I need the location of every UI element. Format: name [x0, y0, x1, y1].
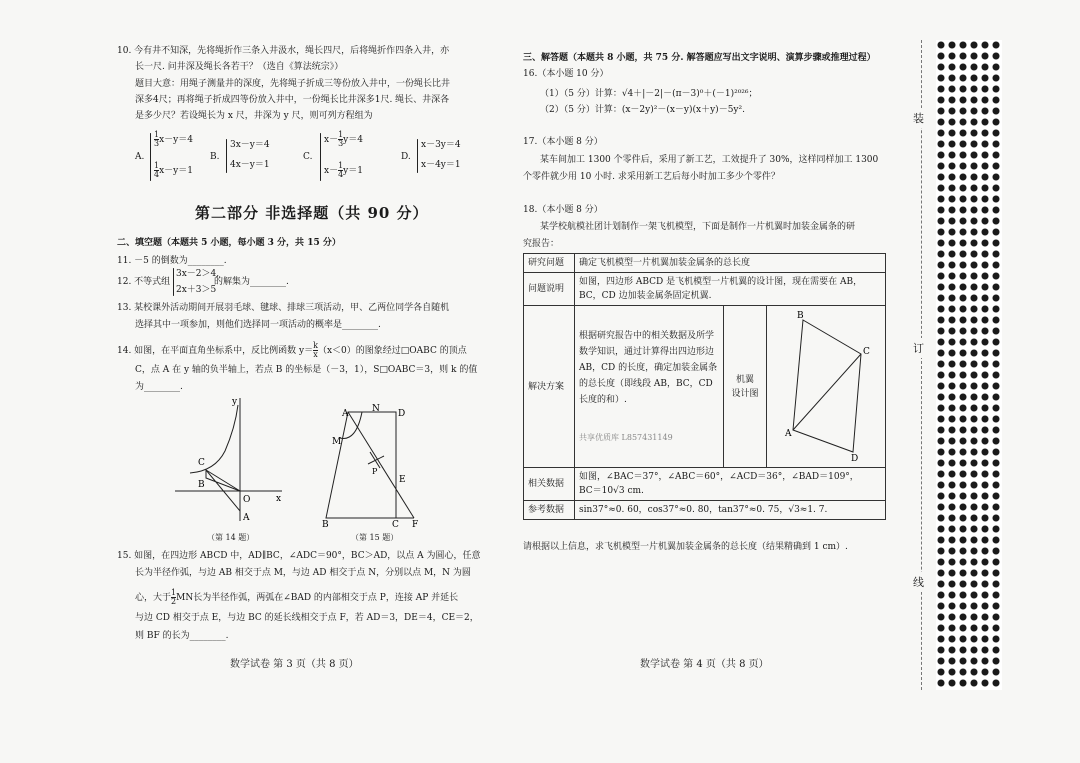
- q18-line-2: 究报告：: [523, 239, 560, 249]
- wing-label-d: D: [851, 454, 859, 462]
- option-d-label: D.: [401, 152, 411, 162]
- q15-line-1: 15. 如图，在四边形 ABCD 中，AD∥BC，∠ADC＝90°，BC＞AD，以点 A 为圆心，任意: [117, 551, 481, 561]
- fig-label: 机翼 设计图: [724, 306, 767, 468]
- fig15-label-b: B: [322, 520, 329, 528]
- row-label: 解决方案: [524, 306, 575, 468]
- q15-line-5: 则 BF 的长为________.: [135, 631, 229, 641]
- option-c-eq2: x－ $\frac{1}{4}$ y＝1: [324, 161, 363, 179]
- fig15-label-f: F: [412, 520, 419, 528]
- watermark: 共享优质库 L857431149: [579, 432, 673, 442]
- row-content: 如图，∠BAC＝37°，∠ABC＝60°，∠ACD＝36°，∠BAD＝109°， BC＝10√3 cm.: [575, 468, 886, 501]
- q18-ask: 请根据以上信息，求飞机模型一片机翼加装金属条的总长度（结果精确到 1 cm）.: [523, 542, 848, 552]
- q12-eq2: 2x＋3＞5: [176, 285, 217, 295]
- fill-blank-header: 二、填空题（本题共 5 小题，每小题 3 分，共 15 分）: [117, 238, 341, 248]
- wing-design-figure: [767, 306, 885, 462]
- wing-label-b: B: [797, 311, 804, 321]
- option-a-eq1: $\frac{1}{3}$ x－y＝4: [154, 130, 193, 148]
- q15-line-3: 心，大于 $\frac{1}{2}$ MN长为半径作弧，两弧在∠BAD 的内部相交于点 P，连接 AP 并延长: [135, 588, 459, 606]
- binding-label-ding: 订: [913, 338, 924, 358]
- option-d-eq1: x－3y＝4: [421, 140, 461, 150]
- option-d-eq2: x－4y＝1: [421, 160, 461, 170]
- fig15-label-m: M: [332, 437, 342, 447]
- q10-line-1: 10. 今有井不知深，先将绳折作三条入井汲水，绳长四尺，后将绳折作四条入井，亦: [117, 46, 450, 56]
- left-page: [0, 0, 515, 763]
- table-row: [524, 273, 886, 306]
- table-row: [524, 501, 886, 520]
- right-page-footer: 数学试卷 第 4 页（共 8 页）: [640, 659, 769, 670]
- row-content: 如图，四边形 ABCD 是飞机模型一片机翼的设计图，现在需要在 AB， BC，CD 边加装金属条固定机翼.: [575, 273, 886, 306]
- q15-line-4: 与边 CD 相交于点 E，与边 BC 的延长线相交于点 F，若 AD＝3，DE＝4，CE＝2，: [135, 613, 479, 623]
- fig15-label-a: A: [342, 409, 349, 419]
- wing-label-c: C: [863, 347, 870, 357]
- fig14-label-b: B: [198, 480, 205, 490]
- row-label: 参考数据: [524, 501, 575, 520]
- q16-part-2: （2）（5 分）计算：(x－2y)²－(x－y)(x＋y)－5y².: [540, 105, 745, 115]
- binding-dashed-line: [921, 40, 922, 690]
- q15-line-2: 长为半径作弧，与边 AB 相交于点 M，与边 AD 相交于点 N，分别以点 M，N 为圆: [135, 568, 471, 578]
- q12-suffix: 的解集为________.: [214, 277, 289, 287]
- q17-line-2: 个零件就少用 10 小时. 求采用新工艺后每小时加工多少个零件？: [523, 172, 780, 182]
- q10-line-4: 深多4尺；再将绳子折成四等份放入井中，一份绳长比井深多1尺. 绳长、井深各: [135, 95, 450, 105]
- q16-part-1: （1）（5 分）计算：√4＋|－2|－(π－3)⁰＋(－1)²⁰²⁶；: [540, 89, 758, 99]
- option-a-label: A.: [135, 152, 145, 162]
- q14-line-1: 14. 如图，在平面直角坐标系中，反比例函数 y＝ $\frac{k}{x}$ （x＜0）的图象经过□OABC 的顶点: [117, 341, 467, 359]
- row-label: 研究问题: [524, 254, 575, 273]
- left-page-footer: 数学试卷 第 3 页（共 8 页）: [230, 659, 359, 670]
- binding-label-xian: 线: [913, 572, 924, 592]
- fig15-label-p: P: [372, 467, 378, 476]
- row-content: 根据研究报告中的相关数据及所学 数学知识，通过计算得出四边形边 AB，CD 的长度，确定加装金属条 的总长度（即线段 AB，BC，CD 长度的和）. 共享优质库 L857431149: [575, 306, 724, 468]
- q14-line-3: 为________.: [135, 382, 183, 392]
- q16-title: 16.（本小题 10 分）: [523, 69, 609, 79]
- row-label: 相关数据: [524, 468, 575, 501]
- fig14-label-y: y: [232, 397, 238, 407]
- q10-line-3: 题目大意：用绳子测量井的深度，先将绳子折成三等份放入井中，一份绳长比井: [135, 79, 451, 89]
- research-report-table: [523, 253, 886, 520]
- fig15-label-d: D: [398, 409, 406, 419]
- q10-line-2: 长一尺. 问井深及绳长各若干？（选自《算法统宗》）: [135, 62, 344, 72]
- fig15-caption: （第 15 题）: [351, 533, 399, 542]
- fig15-label-n: N: [372, 404, 380, 414]
- figure-14: [170, 393, 290, 528]
- q10-line-5: 是多少尺？若设绳长为 x 尺，井深为 y 尺，则可列方程组为: [135, 111, 373, 121]
- table-row: [524, 306, 886, 468]
- fig14-label-c: C: [198, 458, 205, 468]
- option-c-label: C.: [303, 152, 313, 162]
- option-a-eq2: $\frac{1}{4}$ x－y＝1: [154, 161, 193, 179]
- q14-line-2: C，点 A 在 y 轴的负半轴上，若点 B 的坐标是（－3，1），S□OABC＝3，则 k 的值: [135, 365, 478, 375]
- q12-eq1: 3x－2＞4,: [176, 269, 220, 279]
- q11: 11. －5 的倒数为________.: [117, 256, 227, 266]
- fig14-label-a: A: [243, 513, 250, 523]
- q18-line-1: 某学校航模社团计划制作一架飞机模型，下面是制作一片机翼时加装金属条的研: [540, 222, 856, 232]
- binding-decorative-border: [936, 40, 1002, 690]
- table-row: [524, 468, 886, 501]
- binding-label-zhuang: 装: [913, 108, 924, 128]
- part-two-title: 第二部分 非选择题（共 90 分）: [195, 204, 429, 222]
- q13-line-1: 13. 某校课外活动期间开展羽毛球、毽球、排球三项活动，甲、乙两位同学各自随机: [117, 303, 450, 313]
- table-row: [524, 254, 886, 273]
- fig14-label-x: x: [276, 494, 282, 504]
- option-c-eq1: x－ $\frac{1}{3}$ y＝4: [324, 130, 363, 148]
- fig14-caption: （第 14 题）: [207, 533, 255, 542]
- figure-15: [318, 400, 428, 528]
- option-b-eq2: 4x－y＝1: [230, 160, 270, 170]
- option-b-eq1: 3x－y＝4: [230, 140, 270, 150]
- fig15-label-e: E: [399, 475, 406, 485]
- q13-line-2: 选择其中一项参加，则他们选择同一项活动的概率是________.: [135, 320, 381, 330]
- wing-figure-cell: [767, 306, 886, 468]
- row-content: 确定飞机模型一片机翼加装金属条的总长度: [575, 254, 886, 273]
- solve-header: 三、解答题（本题共 8 小题，共 75 分. 解答题应写出文字说明、演算步骤或推理过程）: [523, 53, 876, 63]
- option-b-label: B.: [210, 152, 220, 162]
- fig14-label-o: O: [243, 495, 251, 505]
- q17-title: 17.（本小题 8 分）: [523, 137, 603, 147]
- q17-line-1: 某车间加工 1300 个零件后，采用了新工艺，工效提升了 30%，这样同样加工 1300: [540, 155, 879, 165]
- row-label: 问题说明: [524, 273, 575, 306]
- q12-prefix: 12. 不等式组: [117, 277, 171, 287]
- row-content: sin37°≈0. 60，cos37°≈0. 80，tan37°≈0. 75，√3≈1. 7.: [575, 501, 886, 520]
- wing-label-a: A: [785, 429, 792, 439]
- q18-title: 18.（本小题 8 分）: [523, 205, 603, 215]
- fig15-label-c: C: [392, 520, 399, 528]
